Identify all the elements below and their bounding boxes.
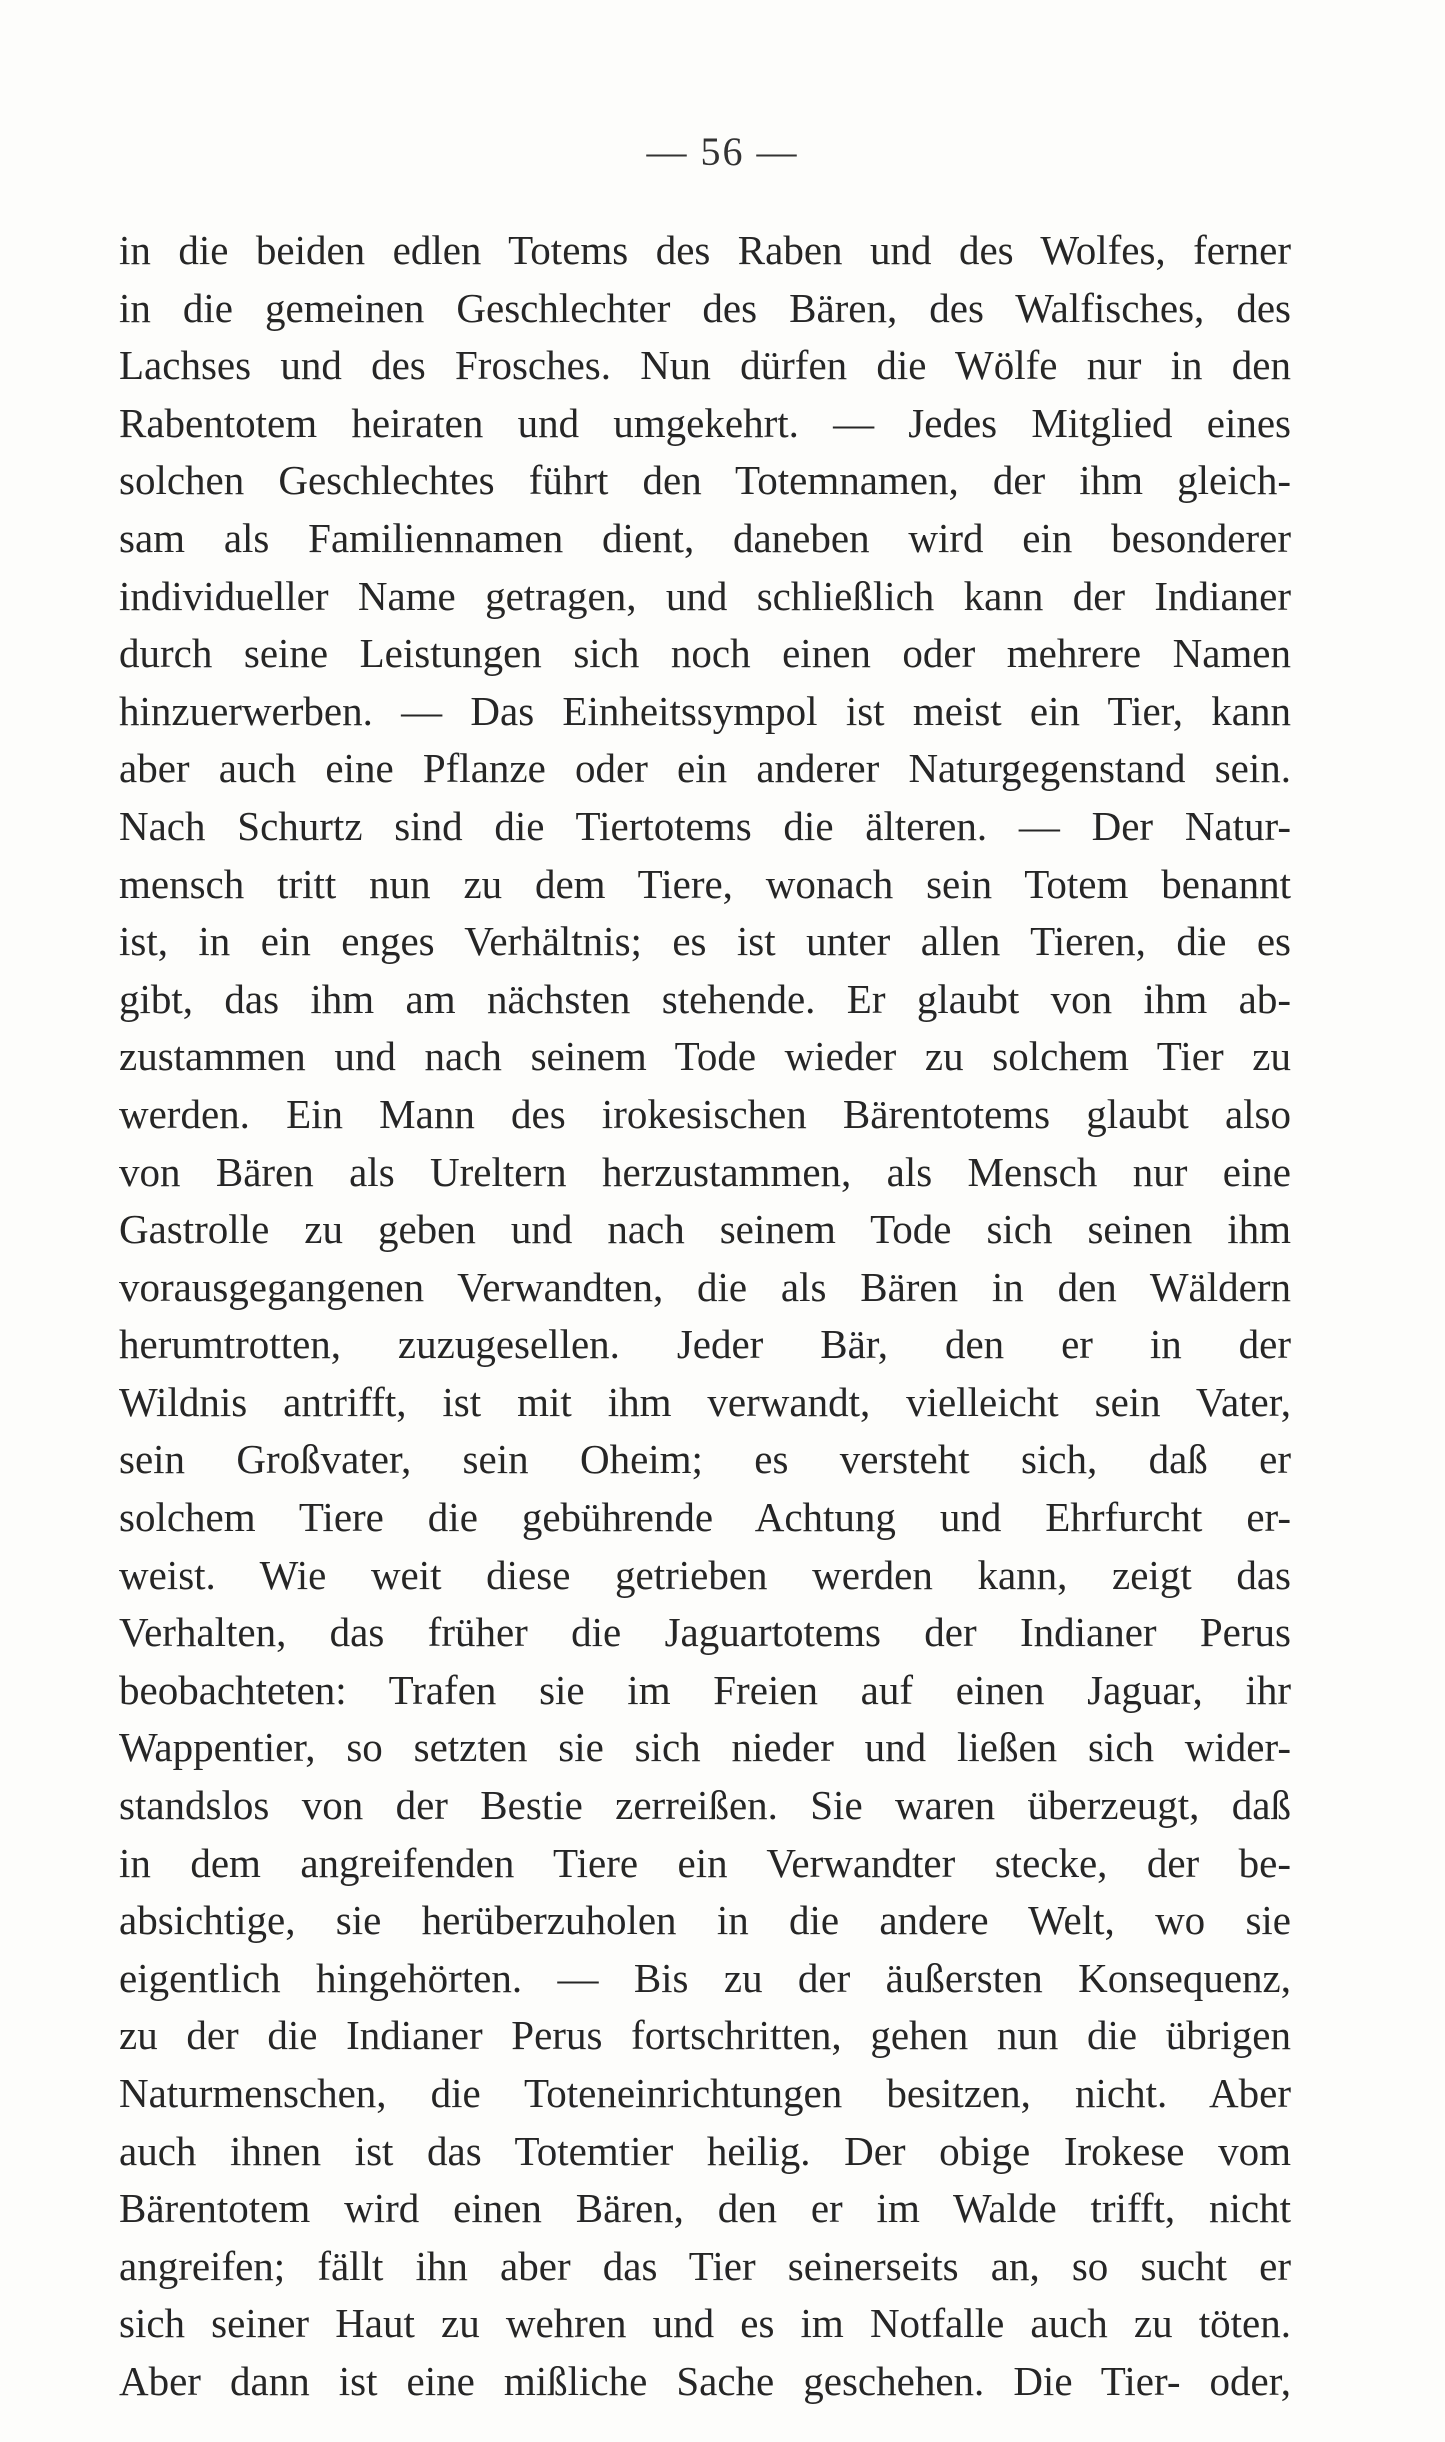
text-line: Naturmenschen, die Toteneinrichtungen besitzen, nicht. Aber <box>119 2070 1291 2116</box>
text-line: hinzuerwerben. — Das Einheitssympol ist meist ein Tier, kann <box>119 687 1291 734</box>
text-line: individueller Name getragen, und schließlich kann der Indianer <box>119 572 1291 619</box>
text-line: vorausgegangenen Verwandten, die als Bären in den Wäldern <box>119 1263 1291 1310</box>
text-line: ist, in ein enges Verhältnis; es ist unter allen Tieren, die es <box>119 918 1291 965</box>
text-line: Bärentotem wird einen Bären, den er im Walde trifft, nicht <box>119 2185 1291 2232</box>
text-line: Lachses und des Frosches. Nun dürfen die Wölfe nur in den <box>119 342 1291 389</box>
text-line: auch ihnen ist das Totemtier heilig. Der obige Irokese vom <box>119 2127 1291 2174</box>
text-line: Gastrolle zu geben und nach seinem Tode sich seinen ihm <box>119 1206 1291 1253</box>
text-line: sich seiner Haut zu wehren und es im Notfalle auch zu töten. <box>119 2300 1291 2347</box>
text-line: werden. Ein Mann des irokesischen Bärentotems glaubt also <box>119 1090 1291 1137</box>
text-line: Verhalten, das früher die Jaguartotems der Indianer Perus <box>119 1609 1291 1656</box>
text-line: absichtige, sie herüberzuholen in die andere Welt, wo sie <box>119 1897 1291 1944</box>
text-line: solchen Geschlechtes führt den Totemnamen, der ihm gleich- <box>119 457 1291 504</box>
text-line: eigentlich hingehörten. — Bis zu der äußersten Konsequenz, <box>119 1954 1291 2001</box>
text-line: zu der die Indianer Perus fortschritten, gehen nun die übrigen <box>119 2012 1291 2059</box>
text-line: Nach Schurtz sind die Tiertotems die älteren. — Der Natur- <box>119 802 1291 849</box>
text-line: herumtrotten, zuzugesellen. Jeder Bär, den er in der <box>119 1321 1291 1368</box>
text-line: Aber dann ist eine mißliche Sache geschehen. Die Tier- oder, <box>119 2357 1291 2404</box>
text-line: solchem Tiere die gebührende Achtung und Ehrfurcht er- <box>119 1494 1291 1541</box>
text-line: Rabentotem heiraten und umgekehrt. — Jedes Mitglied eines <box>119 399 1291 446</box>
text-line: sein Großvater, sein Oheim; es versteht sich, daß er <box>119 1436 1291 1483</box>
text-line: in die gemeinen Geschlechter des Bären, des Walfisches, des <box>119 284 1291 331</box>
text-line: angreifen; fällt ihn aber das Tier seinerseits an, so sucht er <box>119 2242 1291 2289</box>
text-line: durch seine Leistungen sich noch einen oder mehrere Namen <box>119 630 1291 677</box>
text-line: weist. Wie weit diese getrieben werden kann, zeigt das <box>119 1551 1291 1598</box>
text-line: von Bären als Ureltern herzustammen, als Mensch nur eine <box>119 1148 1291 1195</box>
text-line: in dem angreifenden Tiere ein Verwandter stecke, der be- <box>119 1839 1291 1886</box>
text-line: gibt, das ihm am nächsten stehende. Er glaubt von ihm ab- <box>119 975 1291 1022</box>
text-line: Wildnis antrifft, ist mit ihm verwandt, vielleicht sein Vater, <box>119 1378 1291 1425</box>
text-line: zustammen und nach seinem Tode wieder zu solchem Tier zu <box>119 1033 1291 1080</box>
text-line: in die beiden edlen Totems des Raben und des Wolfes, ferner <box>119 227 1291 273</box>
text-line: sam als Familiennamen dient, daneben wird ein besonderer <box>119 514 1291 561</box>
text-line: mensch tritt nun zu dem Tiere, wonach sein Totem benannt <box>119 860 1291 907</box>
text-line: Wappentier, so setzten sie sich nieder und ließen sich wider- <box>119 1724 1291 1771</box>
page-number: — 56 — <box>646 129 799 174</box>
text-line: standslos von der Bestie zerreißen. Sie waren überzeugt, daß <box>119 1782 1291 1829</box>
text-line: aber auch eine Pflanze oder ein anderer Naturgegenstand sein. <box>119 745 1291 792</box>
body-text <box>119 222 1291 2411</box>
text-line: beobachteten: Trafen sie im Freien auf einen Jaguar, ihr <box>119 1666 1291 1713</box>
